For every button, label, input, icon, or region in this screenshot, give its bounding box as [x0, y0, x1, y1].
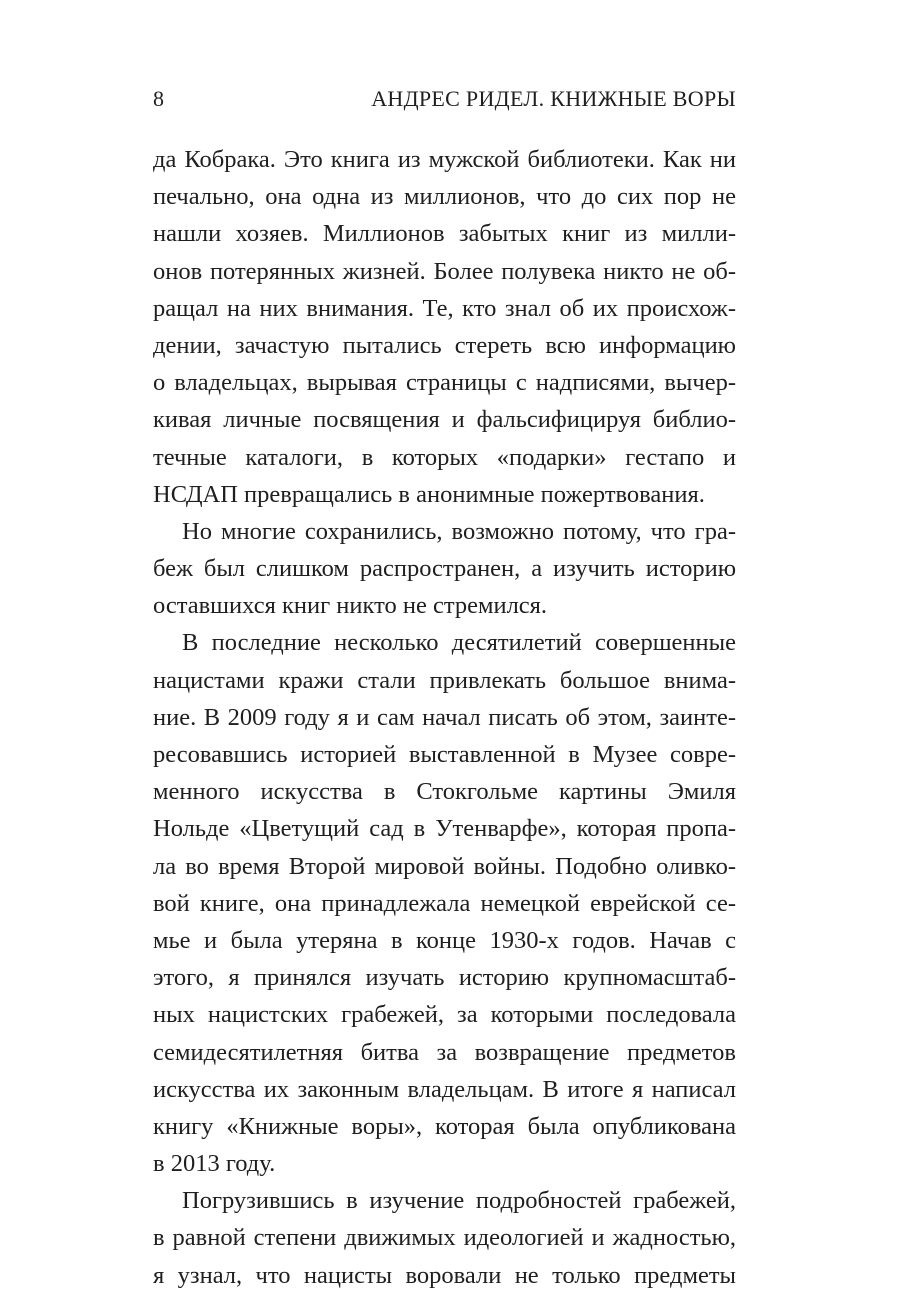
- text-line: в 2013 году.: [153, 1150, 276, 1178]
- text-line: онов потерянных жизней. Более полувека никто не об-: [153, 257, 736, 285]
- text-line: ла во время Второй мировой войны. Подобно оливко-: [153, 852, 736, 880]
- text-line: течные каталоги, в которых «подарки» гестапо и: [153, 443, 736, 471]
- text-line: оставшихся книг никто не стремился.: [153, 592, 548, 620]
- text-line: ресовавшись историей выставленной в Музее совре-: [153, 741, 736, 768]
- text-line: ных нацистских грабежей, за которыми последовала: [153, 1001, 736, 1029]
- text-line: Но многие сохранились, возможно потому, что гра-: [182, 517, 736, 545]
- paragraph: [153, 513, 736, 625]
- page-number: 8: [153, 86, 164, 111]
- text-line: вой книге, она принадлежала немецкой еврейской се-: [153, 889, 736, 917]
- text-line: о владельцах, вырывая страницы с надписями, вычер-: [153, 369, 736, 397]
- text-line: беж был слишком распространен, а изучить историю: [153, 555, 736, 583]
- text-line: печально, она одна из миллионов, что до сих пор не: [153, 183, 736, 211]
- text-line: мье и была утеряна в конце 1930-х годов. Начав с: [153, 926, 736, 954]
- text-line: кивая личные посвящения и фальсифицируя библио-: [153, 406, 736, 434]
- text-line: в равной степени движимых идеологией и жадностью,: [153, 1224, 736, 1252]
- text-line: ние. В 2009 году я и сам начал писать об этом, заинте-: [153, 703, 736, 731]
- text-line: В последние несколько десятилетий совершенные: [182, 629, 736, 657]
- text-line: Погрузившись в изучение подробностей грабежей,: [182, 1187, 736, 1215]
- text-line: книгу «Книжные воры», которая была опубликована: [153, 1112, 736, 1140]
- text-line: да Кобрака. Это книга из мужской библиотеки. Как ни: [153, 146, 736, 173]
- text-line: ращал на них внимания. Те, кто знал об их происхож-: [153, 294, 736, 322]
- paragraph: [153, 624, 736, 1182]
- text-line: дении, зачастую пытались стереть всю информацию: [153, 331, 736, 359]
- body-text: [153, 141, 736, 1294]
- paragraph: [153, 1182, 736, 1294]
- text-line: нацистами кражи стали привлекать большое внима-: [153, 666, 736, 694]
- text-line: НСДАП превращались в анонимные пожертвования.: [153, 480, 705, 508]
- text-line: семидесятилетняя битва за возвращение предметов: [153, 1038, 736, 1066]
- text-line: нашли хозяев. Миллионов забытых книг из милли-: [153, 220, 736, 248]
- text-line: я узнал, что нацисты воровали не только предметы: [153, 1261, 736, 1289]
- text-line: этого, я принялся изучать историю крупномасштаб-: [153, 964, 736, 992]
- text-line: искусства их законным владельцам. В итоге я написал: [153, 1075, 736, 1103]
- text-line: менного искусства в Стокгольме картины Эмиля: [153, 778, 736, 806]
- text-line: Нольде «Цветущий сад в Утенварфе», которая пропа-: [153, 815, 736, 843]
- page-header: [153, 84, 736, 114]
- paragraph: [153, 141, 736, 513]
- running-head: АНДРЕС РИДЕЛ. КНИЖНЫЕ ВОРЫ: [371, 86, 736, 111]
